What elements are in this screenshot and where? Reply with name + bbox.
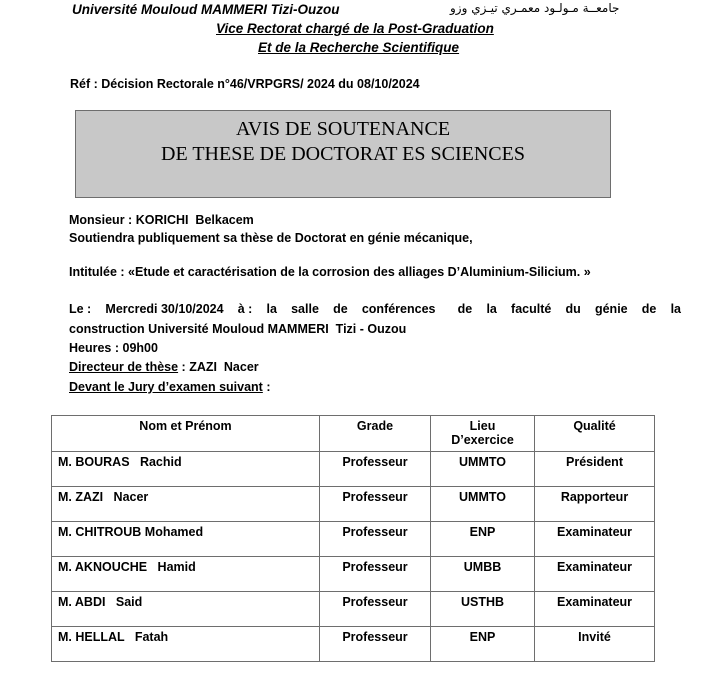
member-qualite: Président [535, 452, 655, 487]
candidate-label: Monsieur : [69, 213, 133, 227]
university-name-ar: جامعــة مـولـود معمـري تيـزي وزو [450, 1, 620, 15]
member-grade: Professeur [320, 452, 431, 487]
title-line2: DE THESE DE DOCTORAT ES SCIENCES [161, 143, 525, 165]
title-line1: AVIS DE SOUTENANCE [235, 118, 451, 140]
header-lieu-line2: D’exercice [451, 433, 514, 447]
header-lieu-line1: Lieu [469, 419, 496, 433]
place-word: la [266, 302, 277, 316]
member-name: M. ZAZI Nacer [52, 487, 320, 522]
member-qualite: Rapporteur [535, 487, 655, 522]
thesis-label: Intitulée : [69, 265, 125, 279]
member-name: M. HELLAL Fatah [52, 627, 320, 662]
member-grade: Professeur [320, 522, 431, 557]
date-label: Le : [69, 302, 92, 316]
member-qualite: Examinateur [535, 557, 655, 592]
jury-table-header-row [52, 416, 655, 452]
place-word: de [641, 302, 657, 316]
member-grade: Professeur [320, 557, 431, 592]
member-name: M. AKNOUCHE Hamid [52, 557, 320, 592]
member-lieu: UMMTO [431, 452, 535, 487]
member-name: M. BOURAS Rachid [52, 452, 320, 487]
member-name: M. CHITROUB Mohamed [52, 522, 320, 557]
member-name: M. ABDI Said [52, 592, 320, 627]
hours-line [69, 341, 158, 355]
member-lieu: ENP [431, 627, 535, 662]
director-name: ZAZI Nacer [189, 360, 259, 374]
jury-table [51, 415, 655, 662]
jury-intro-line [69, 380, 270, 394]
candidate-statement: Soutiendra publiquement sa thèse de Doctorat en génie mécanique, [69, 231, 473, 245]
table-row [52, 452, 655, 487]
place-word: génie [594, 302, 628, 316]
header-grade: Grade [320, 416, 431, 452]
table-row [52, 487, 655, 522]
place-word: faculté [511, 302, 552, 316]
table-row [52, 522, 655, 557]
place-word: salle [291, 302, 319, 316]
hours-label: Heures : [69, 341, 120, 355]
thesis-title-line [69, 265, 591, 279]
place-word: la [670, 302, 681, 316]
member-grade: Professeur [320, 487, 431, 522]
vice-rectorat-line2: Et de la Recherche Scientifique [258, 40, 460, 55]
place-word: de [457, 302, 473, 316]
hours-value: 09h00 [122, 341, 158, 355]
member-lieu: USTHB [431, 592, 535, 627]
table-row [52, 592, 655, 627]
date-value: Mercredi 30/10/2024 [105, 302, 224, 316]
table-row [52, 557, 655, 592]
director-label: Directeur de thèse [69, 360, 179, 374]
member-qualite: Examinateur [535, 522, 655, 557]
member-grade: Professeur [320, 592, 431, 627]
director-sep: : [178, 360, 190, 374]
member-lieu: UMMTO [431, 487, 535, 522]
place-word: la [486, 302, 497, 316]
university-name-fr: Université Mouloud MAMMERI Tizi-Ouzou [72, 2, 340, 17]
member-qualite: Invité [535, 627, 655, 662]
place-word: conférences [361, 302, 436, 316]
member-lieu: UMBB [431, 557, 535, 592]
jury-intro-sep: : [262, 380, 271, 394]
place-label: à : [237, 302, 253, 316]
member-grade: Professeur [320, 627, 431, 662]
director-line [69, 360, 259, 374]
header-qualite: Qualité [535, 416, 655, 452]
place-word: du [565, 302, 581, 316]
decision-reference: Réf : Décision Rectorale n°46/VRPGRS/ 2024 du 08/10/2024 [70, 77, 420, 91]
header-nom: Nom et Prénom [52, 416, 320, 452]
candidate-line [69, 213, 254, 227]
title-box [75, 110, 611, 198]
header-lieu [431, 416, 535, 452]
place-word: de [333, 302, 348, 316]
member-lieu: ENP [431, 522, 535, 557]
event-place-line2: construction Université Mouloud MAMMERI Tizi - Ouzou [69, 322, 407, 336]
thesis-title: «Etude et caractérisation de la corrosion des alliages D’Aluminium-Silicium. » [128, 265, 591, 279]
member-qualite: Examinateur [535, 592, 655, 627]
table-row [52, 627, 655, 662]
jury-intro-label: Devant le Jury d’examen suivant [69, 380, 263, 394]
event-date-place-line [69, 302, 681, 316]
vice-rectorat-line1: Vice Rectorat chargé de la Post-Graduation [216, 21, 494, 36]
candidate-name: KORICHI Belkacem [135, 213, 254, 227]
